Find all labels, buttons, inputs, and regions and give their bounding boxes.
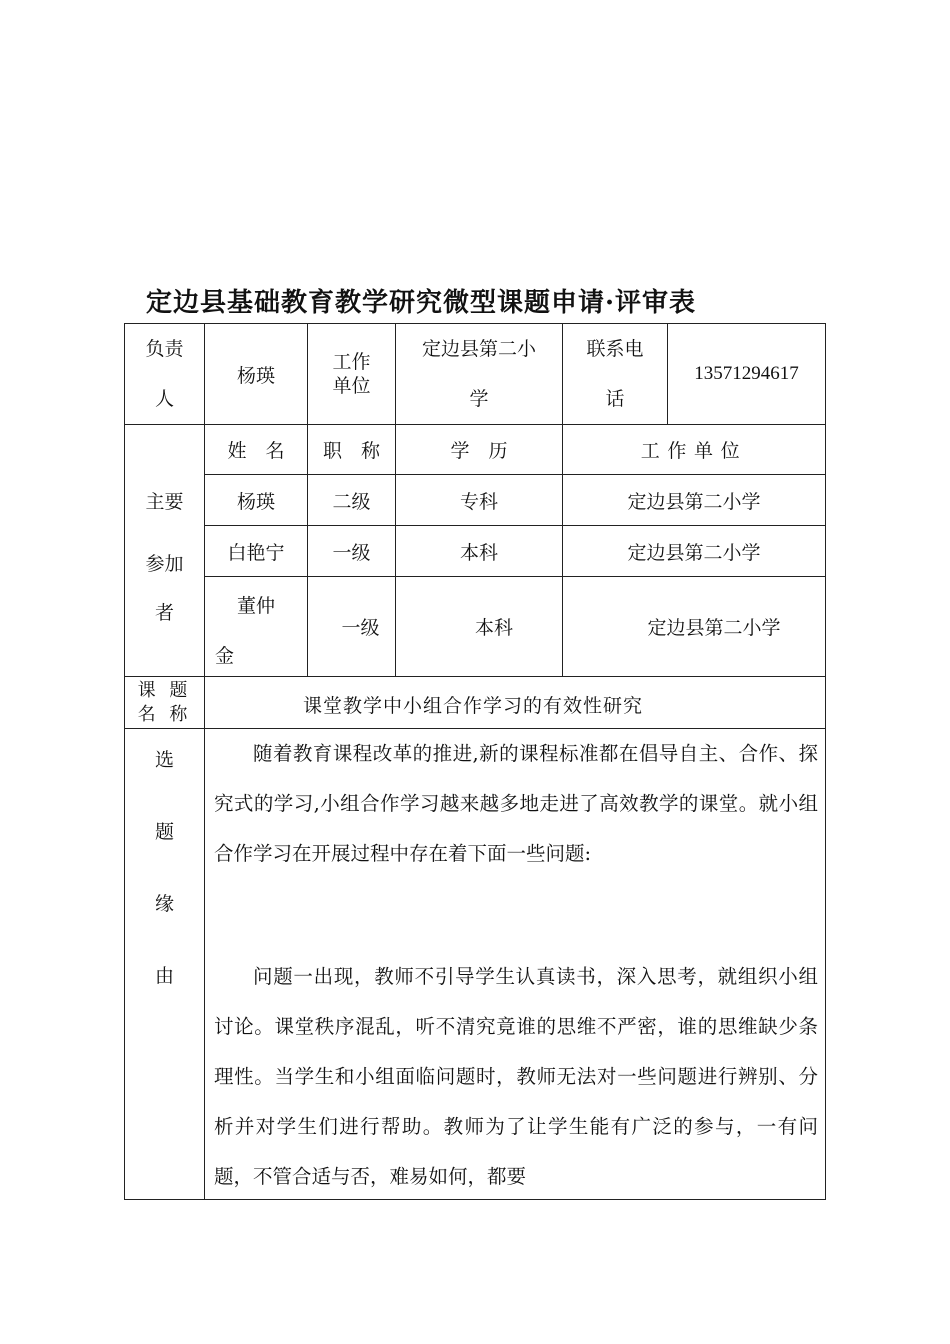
table-row-1-education: 专科 (395, 474, 563, 526)
page-title: 定边县基础教育教学研究微型课题申请·评审表 (146, 288, 697, 318)
table-row-2-title: 一级 (307, 525, 396, 577)
topic-value-cell (204, 676, 826, 729)
leader-unit-line2: 学 (469, 388, 489, 410)
phone-label-cell (562, 323, 668, 425)
leader-name: 杨瑛 (236, 364, 275, 387)
table-row-1-name: 杨瑛 (204, 474, 308, 526)
leader-unit-cell (395, 323, 563, 425)
topic-title: 课堂教学中小组合作学习的有效性研究 (303, 695, 644, 717)
phone-label-line2: 话 (605, 388, 625, 410)
table-row-3-unit: 定边县第二小学 (562, 576, 826, 677)
header-unit: 工作单位 (562, 424, 826, 475)
unit-label-line1: 工作 (332, 351, 371, 373)
leader-label-cell (124, 323, 205, 425)
reason-paragraph-2: 问题一出现，教师不引导学生认真读书，深入思考，就组织小组讨论。课堂秩序混乱，听不清究竟谁的思维不严密，谁的思维缺少条理性。当学生和小组面临问题时，教师无法对一些问题进行辨别、分析并对学生们进行帮助。教师为了让学生能有广泛的参与，一有问题，不管合适与否，难易如何，都要 (214, 965, 818, 1188)
table-row-1-title: 二级 (307, 474, 396, 526)
participants-label-cell (124, 424, 205, 677)
topic-label-cell: 课 题 名 称 (124, 676, 205, 729)
reason-label-cell: 选 题 缘 由 (124, 728, 205, 1200)
table-row-3-title: 一级 (307, 576, 396, 677)
header-title: 职 称 (307, 424, 396, 475)
unit-label-cell (307, 323, 396, 425)
unit-label-line2: 单位 (332, 375, 371, 397)
header-name: 姓 名 (204, 424, 308, 475)
table-row-2-education: 本科 (395, 525, 563, 577)
phone-label-line1: 联系电 (586, 338, 644, 360)
reason-paragraph-1: 随着教育课程改革的推进,新的课程标准都在倡导自主、合作、探究式的学习,小组合作学习越来越多地走进了高效教学的课堂。就小组合作学习在开展过程中存在着下面一些问题: (214, 742, 818, 865)
table-row-2-name: 白艳宁 (204, 525, 308, 577)
leader-name-cell (204, 323, 308, 425)
leader-label-line2: 人 (154, 388, 174, 410)
phone-number: 13571294617 (694, 363, 799, 384)
participants-label-line2: 参加 (145, 552, 184, 575)
participants-label-line3: 者 (154, 601, 174, 624)
participants-label-line1: 主要 (145, 490, 184, 513)
table-row-2-unit: 定边县第二小学 (562, 525, 826, 577)
leader-label-line1: 负责 (145, 338, 184, 360)
leader-unit-line1: 定边县第二小 (421, 338, 536, 360)
table-row-3-education: 本科 (395, 576, 563, 677)
table-row-3-name: 董仲 金 (204, 576, 308, 677)
phone-cell (667, 323, 826, 425)
header-education: 学 历 (395, 424, 563, 475)
table-row-1-unit: 定边县第二小学 (562, 474, 826, 526)
